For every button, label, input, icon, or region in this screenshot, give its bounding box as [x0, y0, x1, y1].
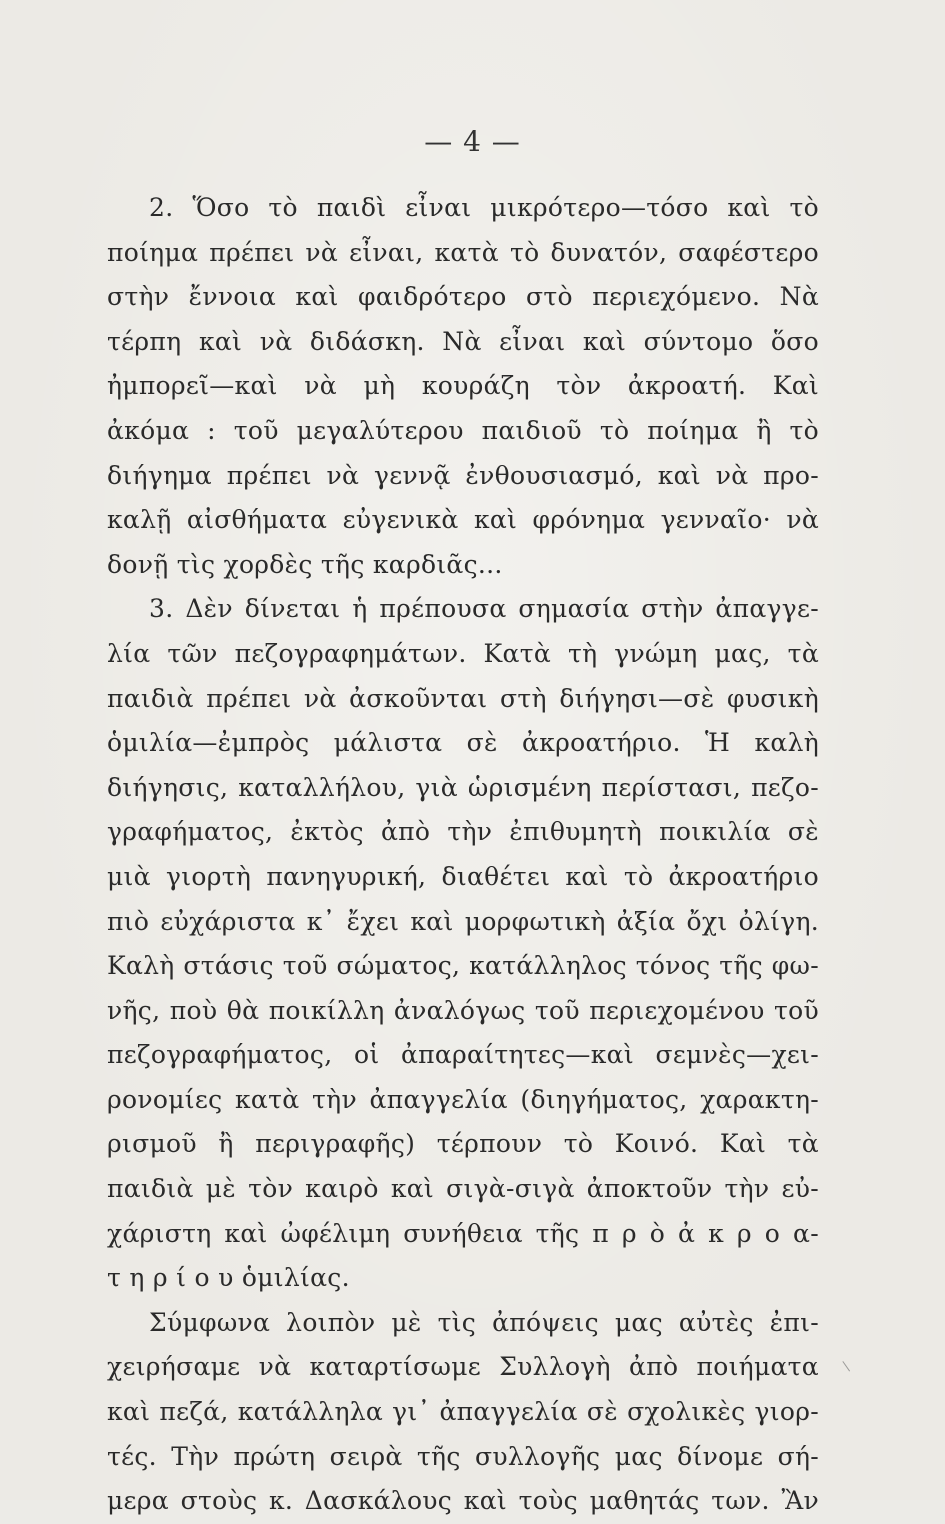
text-line: 3. Δὲν δίνεται ἡ πρέπουσα σημασία στὴν ἀπαγγε- — [149, 594, 819, 624]
margin-mark — [842, 1357, 856, 1372]
text-line: λία τῶν πεζογραφημάτων. Κατὰ τὴ γνώμη μας, τὰ — [107, 638, 819, 668]
text-line: μερα στοὺς κ. Δασκάλους καὶ τοὺς μαθητάς των. Ἂν — [107, 1486, 819, 1516]
text-line: χάριστη καὶ ὠφέλιμη συνήθεια τῆς π ρ ὸ ἀ κ ρ ο α- — [107, 1218, 819, 1248]
text-line: στὴν ἔννοια καὶ φαιδρότερο στὸ περιεχόμενο. Νὰ — [107, 282, 819, 312]
text-line: ὁμιλία—ἐμπρὸς μάλιστα σὲ ἀκροατήριο. Ἡ καλὴ — [107, 728, 819, 758]
text-line: ρονομίες κατὰ τὴν ἀπαγγελία (διηγήματος, χαρακτη- — [107, 1084, 819, 1114]
text-line: διήγησις, καταλλήλου, γιὰ ὡρισμένη περίστασι, πεζο- — [107, 772, 819, 802]
text-line: καὶ πεζά, κατάλληλα γι᾿ ἀπαγγελία σὲ σχολικὲς γιορ- — [107, 1397, 819, 1427]
text-line: τές. Τὴν πρώτη σειρὰ τῆς συλλογῆς μας δίνομε σή- — [107, 1441, 819, 1471]
text-line: τέρπη καὶ νὰ διδάσκη. Νὰ εἶναι καὶ σύντομο ὅσο — [107, 326, 819, 356]
page-number: — 4 — — [424, 125, 521, 158]
text-line: παιδιὰ μὲ τὸν καιρὸ καὶ σιγὰ-σιγὰ ἀποκτοῦν τὴν εὐ- — [107, 1174, 819, 1204]
text-line: διήγημα πρέπει νὰ γεννᾷ ἐνθουσιασμό, καὶ νὰ προ- — [107, 460, 819, 490]
text-line: τ η ρ ί ο υ ὁμιλίας. — [107, 1263, 350, 1293]
text-line: ρισμοῦ ἢ περιγραφῆς) τέρπουν τὸ Κοινό. Καὶ τὰ — [107, 1129, 819, 1159]
text-line: πιὸ εὐχάριστα κ᾿ ἔχει καὶ μορφωτικὴ ἀξία ὄχι ὀλίγη. — [107, 906, 819, 936]
text-line: 2. Ὅσο τὸ παιδὶ εἶναι μικρότερο—τόσο καὶ τὸ — [149, 193, 819, 222]
text-line: χειρήσαμε νὰ καταρτίσωμε Συλλογὴ ἀπὸ ποιήματα — [107, 1352, 819, 1382]
text-line: δονῇ τὶς χορδὲς τῆς καρδιᾶς... — [107, 549, 503, 579]
text-line: ἠμπορεῖ—καὶ νὰ μὴ κουράζη τὸν ἀκροατή. Καὶ — [107, 371, 819, 401]
text-line: ποίημα πρέπει νὰ εἶναι, κατὰ τὸ δυνατόν, σαφέστερο — [107, 237, 819, 267]
text-line: πεζογραφήματος, οἱ ἀπαραίτητες—καὶ σεμνὲς—χει- — [107, 1040, 819, 1070]
text-line: καλῇ αἰσθήματα εὐγενικὰ καὶ φρόνημα γενναῖο· νὰ — [107, 505, 819, 535]
text-line: Σύμφωνα λοιπὸν μὲ τὶς ἀπόψεις μας αὐτὲς ἐπι- — [149, 1307, 819, 1337]
text-line: μιὰ γιορτὴ πανηγυρική, διαθέτει καὶ τὸ ἀκροατήριο — [107, 861, 819, 891]
text-line: ἀκόμα : τοῦ μεγαλύτερου παιδιοῦ τὸ ποίημα ἢ τὸ — [107, 415, 819, 445]
text-line: νῆς, ποὺ θὰ ποικίλλη ἀναλόγως τοῦ περιεχομένου τοῦ — [107, 995, 819, 1025]
text-line: γραφήματος, ἐκτὸς ἀπὸ τὴν ἐπιθυμητὴ ποικιλία σὲ — [107, 817, 819, 847]
text-line: Καλὴ στάσις τοῦ σώματος, κατάλληλος τόνος τῆς φω- — [107, 951, 819, 981]
body-text — [107, 186, 819, 1524]
text-line: παιδιὰ πρέπει νὰ ἀσκοῦνται στὴ διήγησι—σὲ φυσικὴ — [107, 683, 819, 713]
